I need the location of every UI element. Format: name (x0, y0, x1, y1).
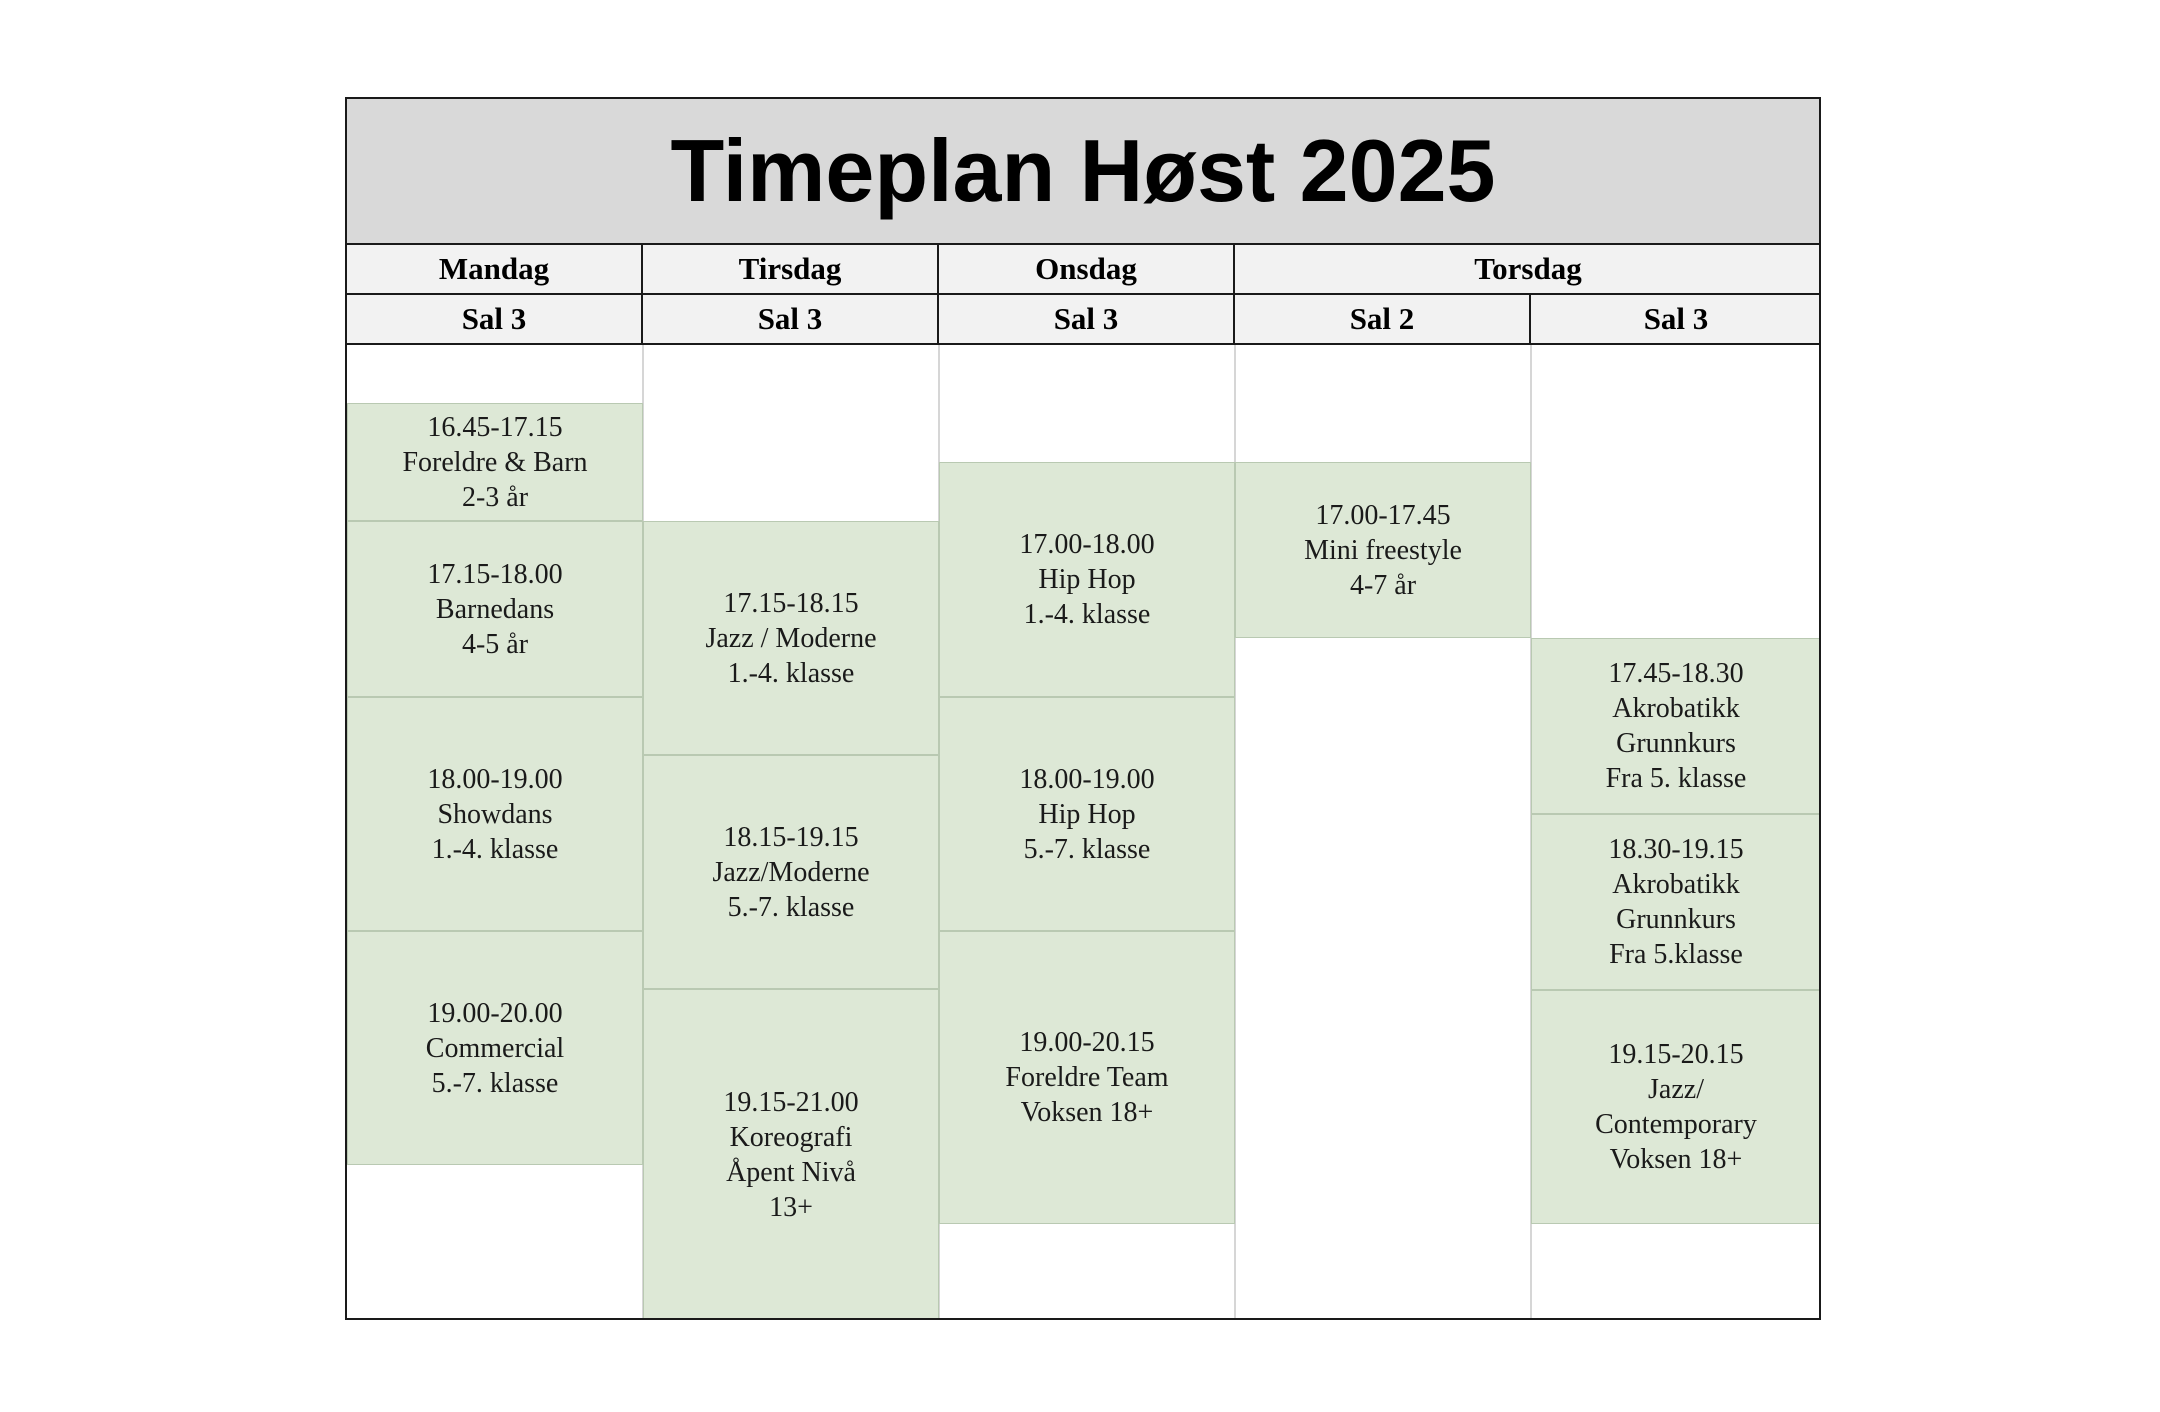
class-name: Jazz/Moderne (712, 856, 870, 888)
class-age: Fra 5. klasse (1605, 763, 1747, 794)
class-time: 17.00-17.45 (1315, 499, 1451, 531)
class-level: Contemporary (1595, 1109, 1757, 1140)
class-age: Fra 5.klasse (1609, 939, 1743, 970)
class-level: 1.-4. klasse (431, 833, 559, 865)
class-time: 18.00-19.00 (1019, 763, 1155, 795)
class-slot (643, 755, 939, 989)
class-name: Akrobatikk (1612, 693, 1740, 724)
class-name: Foreldre & Barn (402, 446, 588, 478)
class-slot (643, 989, 939, 1320)
class-name: Jazz/ (1648, 1074, 1704, 1105)
class-slot (347, 521, 643, 697)
page-title: Timeplan Høst 2025 (347, 99, 1819, 245)
class-time: 18.30-19.15 (1608, 834, 1744, 865)
room-header-torsdag-sal3: Sal 3 (1531, 295, 1821, 345)
class-level: Voksen 18+ (1020, 1097, 1154, 1128)
class-level: 4-5 år (461, 628, 529, 660)
class-time: 19.15-21.00 (723, 1086, 859, 1118)
class-slot (347, 697, 643, 931)
class-name: Akrobatikk (1612, 869, 1740, 900)
day-header-torsdag: Torsdag (1235, 245, 1821, 295)
class-level: 4-7 år (1349, 569, 1417, 601)
class-time: 19.15-20.15 (1608, 1039, 1744, 1070)
class-slot (347, 931, 643, 1165)
class-level: Grunnkurs (1616, 904, 1736, 935)
class-time: 17.45-18.30 (1608, 658, 1744, 689)
class-name: Foreldre Team (1005, 1062, 1169, 1093)
class-name: Jazz / Moderne (705, 622, 877, 654)
class-name: Koreografi (729, 1121, 853, 1153)
room-header-onsdag: Sal 3 (939, 295, 1235, 345)
class-slot (1531, 814, 1821, 990)
class-time: 19.00-20.00 (427, 997, 563, 1029)
class-slot (643, 521, 939, 755)
room-header-tirsdag: Sal 3 (643, 295, 939, 345)
class-slot (939, 697, 1235, 931)
class-time: 17.15-18.15 (723, 587, 859, 619)
class-slot (1531, 638, 1821, 814)
class-level: 1.-4. klasse (1023, 599, 1151, 630)
class-name: Hip Hop (1038, 798, 1136, 830)
class-name: Showdans (437, 798, 553, 830)
class-name: Mini freestyle (1304, 534, 1462, 566)
class-level: 5.-7. klasse (727, 891, 855, 923)
room-header-torsdag-sal2: Sal 2 (1235, 295, 1531, 345)
class-time: 19.00-20.15 (1019, 1027, 1155, 1058)
class-slot (1235, 462, 1531, 638)
class-level: 5.-7. klasse (1023, 833, 1151, 865)
room-header-mandag: Sal 3 (347, 295, 643, 345)
class-slot (939, 931, 1235, 1224)
class-name: Commercial (425, 1032, 565, 1064)
class-slot (1531, 990, 1821, 1224)
class-slot (939, 462, 1235, 697)
class-time: 17.15-18.00 (427, 558, 563, 590)
class-level: Grunnkurs (1616, 728, 1736, 759)
day-header-onsdag: Onsdag (939, 245, 1235, 295)
schedule-table (345, 97, 1821, 1320)
class-level: 1.-4. klasse (727, 657, 855, 689)
class-age: Voksen 18+ (1609, 1144, 1743, 1175)
class-time: 18.00-19.00 (427, 763, 563, 795)
class-time: 17.00-18.00 (1019, 529, 1155, 560)
class-slot (347, 403, 643, 521)
class-name: Hip Hop (1038, 564, 1136, 595)
day-header-tirsdag: Tirsdag (643, 245, 939, 295)
class-time: 16.45-17.15 (427, 411, 563, 443)
class-level: 2-3 år (461, 481, 529, 513)
class-time: 18.15-19.15 (723, 821, 859, 853)
class-age: 13+ (769, 1191, 813, 1223)
class-level: 5.-7. klasse (431, 1067, 559, 1099)
class-name: Barnedans (435, 593, 555, 625)
class-level: Åpent Nivå (726, 1156, 856, 1188)
day-header-mandag: Mandag (347, 245, 643, 295)
